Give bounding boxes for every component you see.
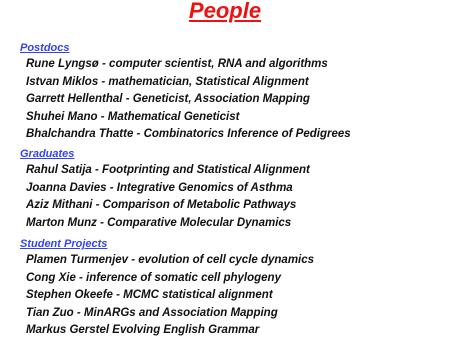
section-heading-link[interactable]: Graduates (20, 148, 75, 160)
person-row: Cong Xie - inference of somatic cell phylogeny (26, 271, 281, 284)
person-row: Istvan Miklos - mathematician, Statistical Alignment (26, 75, 309, 88)
person-row: Shuhei Mano - Mathematical Geneticist (26, 110, 240, 123)
person-row: Rune Lyngsø - computer scientist, RNA and algorithms (26, 58, 328, 70)
section-graduates (20, 144, 445, 233)
section-postdocs (20, 38, 445, 145)
page-title: People (188, 0, 262, 23)
section-heading-link[interactable]: Postdocs (20, 42, 70, 54)
person-row: Markus Gerstel Evolving English Grammar (26, 324, 260, 336)
person-row: Marton Munz - Comparative Molecular Dynamics (26, 216, 292, 229)
person-row: Aziz Mithani - Comparison of Metabolic Pathways (26, 199, 297, 211)
section-heading-link[interactable]: Student Projects (20, 238, 108, 250)
section-student-projects (20, 234, 445, 341)
person-row: Bhalchandra Thatte - Combinatorics Inference of Pedigrees (26, 128, 351, 140)
person-row: Garrett Hellenthal - Geneticist, Association Mapping (26, 93, 310, 105)
person-row: Tian Zuo - MinARGs and Association Mapping (26, 306, 278, 319)
person-row: Plamen Turmenjev - evolution of cell cycle dynamics (26, 254, 315, 266)
person-row: Stephen Okeefe - MCMC statistical alignment (26, 289, 273, 301)
person-row: Rahul Satija - Footprinting and Statistical Alignment (26, 164, 310, 176)
person-row: Joanna Davies - Integrative Genomics of Asthma (26, 181, 293, 194)
